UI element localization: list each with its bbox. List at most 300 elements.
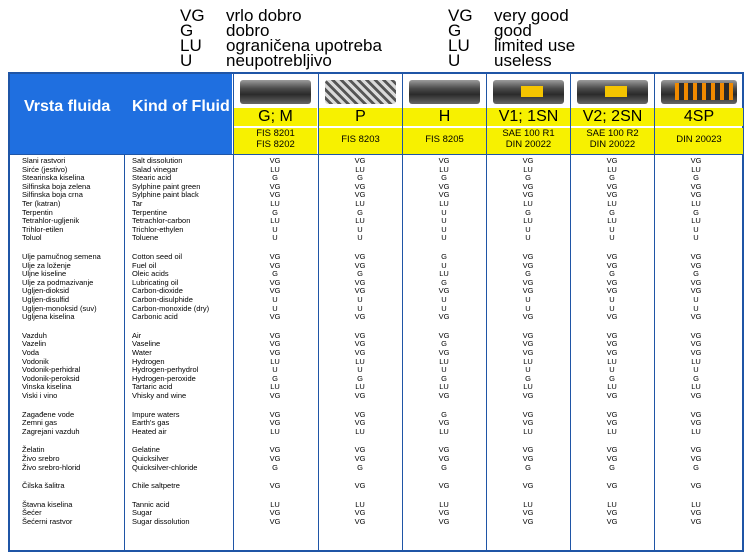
hose-type-name: V1; 1SN bbox=[487, 108, 570, 126]
legend-meaning: neupotrebljivo bbox=[226, 51, 332, 70]
rating-cell: LU bbox=[270, 199, 280, 208]
rating-cell: LU bbox=[439, 356, 449, 366]
rating-cell: U bbox=[693, 365, 699, 375]
fluid-name-english: Carbon-dioxide bbox=[132, 286, 183, 296]
rating-cell: LU bbox=[607, 382, 617, 392]
legend-meaning: limited use bbox=[494, 36, 576, 55]
rating-cell: LU bbox=[523, 356, 533, 366]
rating-cell: VG bbox=[606, 277, 618, 287]
rating-cell: G bbox=[525, 173, 531, 183]
rating-cell: VG bbox=[606, 330, 618, 340]
rating-cell: VG bbox=[690, 454, 702, 463]
legend-english bbox=[448, 8, 575, 68]
rating-cell: VG bbox=[690, 260, 702, 270]
rating-cell: G bbox=[357, 269, 363, 279]
rating-cell: U bbox=[357, 365, 363, 375]
rating-cell: VG bbox=[522, 312, 534, 322]
fluid-name-english: Sylphine paint green bbox=[132, 181, 201, 191]
rating-cell: VG bbox=[690, 330, 702, 340]
fluid-name-local: Ulje za podmazivanje bbox=[22, 277, 94, 287]
rating-cell: U bbox=[272, 303, 278, 313]
rating-cell: LU bbox=[523, 216, 533, 226]
fluid-name-english: Carbon-disulphide bbox=[132, 295, 193, 304]
rating-cell: LU bbox=[607, 499, 617, 509]
rating-cell: VG bbox=[438, 156, 450, 165]
column-divider bbox=[486, 154, 487, 550]
rating-cell: VG bbox=[522, 445, 534, 455]
fluid-name-local: Voda bbox=[22, 348, 40, 357]
rating-cell: VG bbox=[606, 418, 618, 428]
rating-cell: VG bbox=[269, 181, 281, 191]
rating-cell: G bbox=[272, 207, 278, 217]
rating-cell: U bbox=[609, 365, 615, 375]
rating-cell: G bbox=[441, 339, 447, 349]
rating-cell: G bbox=[693, 269, 699, 279]
fluid-name-english: Gelatine bbox=[132, 445, 160, 455]
rating-cell: VG bbox=[269, 481, 281, 491]
rating-cell: G bbox=[357, 373, 363, 383]
fluid-name-english: Hydrogen-peroxide bbox=[132, 373, 196, 383]
rating-cell: VG bbox=[354, 391, 366, 400]
fluid-name-local: Živo srebro bbox=[22, 454, 60, 463]
rating-cell: VG bbox=[269, 348, 281, 357]
rating-cell: VG bbox=[354, 260, 366, 270]
rating-cell: VG bbox=[269, 339, 281, 349]
rating-cell: VG bbox=[354, 348, 366, 357]
rating-cell: VG bbox=[606, 156, 618, 165]
fluid-name-english: Vhisky and wine bbox=[132, 391, 187, 400]
legend-code: U bbox=[448, 51, 461, 70]
rating-cell: G bbox=[693, 207, 699, 217]
rating-cell: VG bbox=[438, 454, 450, 463]
header-fluid-local: Vrsta fluida bbox=[24, 98, 111, 115]
rating-cell: VG bbox=[606, 260, 618, 270]
rating-cell: LU bbox=[691, 199, 701, 208]
fluid-name-english: Carbon-monoxide (dry) bbox=[132, 303, 210, 313]
rating-cell: U bbox=[441, 295, 447, 304]
rating-cell: VG bbox=[606, 445, 618, 455]
rating-cell: VG bbox=[606, 190, 618, 200]
rating-cell: VG bbox=[606, 517, 618, 526]
rating-cell: G bbox=[441, 373, 447, 383]
hose-type-name: H bbox=[403, 108, 486, 126]
hose-standard: FIS 8201 FIS 8202 bbox=[234, 128, 317, 154]
rating-cell: VG bbox=[690, 286, 702, 296]
rating-cell: U bbox=[525, 224, 531, 234]
fluid-name-english: Hydrogen-perhydrol bbox=[132, 365, 199, 375]
rating-cell: VG bbox=[690, 339, 702, 349]
rating-cell: VG bbox=[522, 517, 534, 526]
rating-cell: VG bbox=[522, 286, 534, 296]
hose-standard: FIS 8203 bbox=[319, 128, 402, 154]
rating-cell: LU bbox=[270, 216, 280, 226]
fluid-name-english: Stearic acid bbox=[132, 173, 172, 183]
rating-cell: VG bbox=[606, 409, 618, 419]
rating-cell: LU bbox=[270, 164, 280, 174]
fluid-name-local: Štavna kiselina bbox=[22, 499, 73, 509]
rating-cell: VG bbox=[690, 481, 702, 491]
rating-cell: VG bbox=[690, 252, 702, 261]
hose-type-name: 4SP bbox=[655, 108, 743, 126]
rating-cell: VG bbox=[690, 181, 702, 191]
hose-column-header bbox=[654, 74, 743, 154]
hose-image bbox=[577, 80, 648, 104]
rating-cell: VG bbox=[606, 252, 618, 261]
hose-column-header bbox=[486, 74, 570, 154]
fluid-name-local: Stearinska kiselina bbox=[22, 173, 85, 183]
rating-cell: U bbox=[525, 233, 531, 243]
hose-column-header bbox=[318, 74, 402, 154]
rating-cell: VG bbox=[606, 391, 618, 400]
rating-cell: VG bbox=[522, 391, 534, 400]
rating-cell: VG bbox=[269, 454, 281, 463]
fluid-name-local: Ulje pamučnog semena bbox=[22, 252, 101, 261]
rating-cell: U bbox=[272, 224, 278, 234]
hose-image bbox=[325, 80, 396, 104]
rating-cell: VG bbox=[606, 481, 618, 491]
rating-cell: U bbox=[441, 365, 447, 375]
rating-cell: U bbox=[272, 233, 278, 243]
fluid-name-local: Čilska šalitra bbox=[22, 481, 65, 491]
rating-cell: VG bbox=[690, 312, 702, 322]
rating-cell: LU bbox=[691, 164, 701, 174]
fluid-name-local: Ugljen-disulfid bbox=[22, 295, 70, 304]
legend-entry bbox=[448, 53, 575, 68]
rating-cell: G bbox=[525, 462, 531, 472]
rating-cell: LU bbox=[691, 216, 701, 226]
fluid-name-english: Tetrachlor-carbon bbox=[132, 216, 191, 226]
rating-cell: LU bbox=[355, 199, 365, 208]
rating-cell: U bbox=[441, 260, 447, 270]
rating-cell: VG bbox=[354, 286, 366, 296]
fluid-name-local: Vodonik bbox=[22, 356, 49, 366]
rating-cell: U bbox=[441, 233, 447, 243]
rating-cell: U bbox=[693, 233, 699, 243]
rating-cell: VG bbox=[438, 181, 450, 191]
rating-cell: VG bbox=[522, 418, 534, 428]
rating-cell: VG bbox=[354, 277, 366, 287]
column-divider bbox=[402, 154, 403, 550]
rating-cell: VG bbox=[354, 445, 366, 455]
rating-cell: U bbox=[609, 233, 615, 243]
hose-image bbox=[493, 80, 564, 104]
rating-cell: LU bbox=[270, 426, 280, 436]
fluid-name-english: Trichlor-ethylen bbox=[132, 224, 184, 234]
fluid-name-english: Sugar bbox=[132, 508, 153, 518]
fluid-name-english: Vaseline bbox=[132, 339, 161, 349]
fluid-name-english: Hydrogen bbox=[132, 356, 165, 366]
rating-cell: U bbox=[525, 365, 531, 375]
fluid-name-local: Uljne kiseline bbox=[22, 269, 67, 279]
fluid-name-english: Chile saltpetre bbox=[132, 481, 180, 491]
rating-cell: VG bbox=[269, 252, 281, 261]
rating-cell: U bbox=[693, 224, 699, 234]
rating-cell: LU bbox=[439, 499, 449, 509]
rating-cell: U bbox=[357, 295, 363, 304]
rating-cell: VG bbox=[269, 286, 281, 296]
legend-meaning: dobro bbox=[226, 21, 270, 40]
rating-cell: G bbox=[693, 173, 699, 183]
rating-cell: VG bbox=[438, 445, 450, 455]
rating-cell: LU bbox=[439, 382, 449, 392]
legend-code: G bbox=[448, 21, 462, 40]
rating-cell: G bbox=[441, 252, 447, 261]
fluid-name-english: Quicksilver-chloride bbox=[132, 462, 198, 472]
rating-cell: VG bbox=[522, 339, 534, 349]
rating-cell: VG bbox=[438, 481, 450, 491]
rating-cell: VG bbox=[269, 277, 281, 287]
column-divider bbox=[233, 154, 234, 550]
fluid-name-local: Terpentin bbox=[22, 207, 53, 217]
rating-cell: VG bbox=[354, 252, 366, 261]
rating-cell: G bbox=[441, 277, 447, 287]
rating-cell: LU bbox=[523, 199, 533, 208]
rating-cell: VG bbox=[522, 252, 534, 261]
rating-cell: G bbox=[525, 207, 531, 217]
rating-cell: G bbox=[609, 207, 615, 217]
rating-cell: LU bbox=[607, 199, 617, 208]
rating-cell: VG bbox=[522, 481, 534, 491]
rating-cell: LU bbox=[355, 164, 365, 174]
rating-cell: LU bbox=[691, 499, 701, 509]
fluid-name-english: Heated air bbox=[132, 426, 167, 436]
fluid-name-english: Sylphine paint black bbox=[132, 190, 199, 200]
column-divider bbox=[570, 154, 571, 550]
legend-code: LU bbox=[448, 36, 470, 55]
rating-cell: VG bbox=[354, 156, 366, 165]
hose-standard: FIS 8205 bbox=[403, 128, 486, 154]
rating-cell: U bbox=[357, 303, 363, 313]
legend-local bbox=[180, 8, 382, 68]
fluid-name-local: Slani rastvori bbox=[22, 156, 66, 165]
rating-cell: G bbox=[357, 462, 363, 472]
rating-cell: VG bbox=[690, 508, 702, 518]
rating-cell: U bbox=[441, 207, 447, 217]
rating-cell: VG bbox=[522, 156, 534, 165]
header-fluid-english: Kind of Fluid bbox=[132, 98, 230, 115]
rating-cell: VG bbox=[522, 190, 534, 200]
legend-code: LU bbox=[180, 36, 202, 55]
fluid-name-local: Vinska kiselina bbox=[22, 382, 72, 392]
rating-cell: VG bbox=[354, 409, 366, 419]
hose-type-name: G; M bbox=[234, 108, 317, 126]
rating-cell: VG bbox=[606, 286, 618, 296]
legend-code: VG bbox=[180, 6, 205, 25]
fluid-name-english: Air bbox=[132, 330, 142, 340]
legend-meaning: very good bbox=[494, 6, 569, 25]
legend-meaning: useless bbox=[494, 51, 552, 70]
rating-cell: VG bbox=[522, 277, 534, 287]
rating-cell: VG bbox=[522, 454, 534, 463]
rating-cell: VG bbox=[354, 181, 366, 191]
rating-cell: G bbox=[272, 173, 278, 183]
rating-cell: U bbox=[693, 295, 699, 304]
fluid-name-english: Terpentine bbox=[132, 207, 168, 217]
rating-cell: U bbox=[272, 365, 278, 375]
fluid-name-local: Vodonik-peroksid bbox=[22, 373, 80, 383]
rating-cell: VG bbox=[438, 312, 450, 322]
rating-cell: LU bbox=[691, 356, 701, 366]
rating-cell: VG bbox=[690, 409, 702, 419]
fluid-name-english: Toluene bbox=[132, 233, 159, 243]
fluid-name-english: Oleic acids bbox=[132, 269, 169, 279]
rating-cell: LU bbox=[607, 164, 617, 174]
rating-cell: VG bbox=[269, 156, 281, 165]
rating-cell: LU bbox=[523, 426, 533, 436]
hose-image bbox=[409, 80, 480, 104]
rating-cell: LU bbox=[355, 499, 365, 509]
column-divider bbox=[124, 154, 125, 550]
hose-standard: SAE 100 R1 DIN 20022 bbox=[487, 128, 570, 154]
rating-cell: LU bbox=[270, 382, 280, 392]
rating-cell: VG bbox=[269, 312, 281, 322]
rating-cell: LU bbox=[270, 356, 280, 366]
rating-cell: LU bbox=[439, 426, 449, 436]
fluid-name-local: Ter (katran) bbox=[22, 199, 61, 208]
hose-type-name: V2; 2SN bbox=[571, 108, 654, 126]
fluid-name-local: Šećerni rastvor bbox=[22, 517, 73, 526]
rating-cell: VG bbox=[606, 348, 618, 357]
rating-cell: VG bbox=[690, 348, 702, 357]
rating-cell: U bbox=[525, 303, 531, 313]
rating-cell: G bbox=[525, 373, 531, 383]
fluid-name-local: Vazelin bbox=[22, 339, 47, 349]
rating-cell: U bbox=[441, 303, 447, 313]
rating-cell: LU bbox=[607, 356, 617, 366]
fluid-name-local: Vodonik-perhidral bbox=[22, 365, 81, 375]
rating-cell: LU bbox=[439, 199, 449, 208]
legend-meaning: good bbox=[494, 21, 532, 40]
fluid-name-english: Lubricating oil bbox=[132, 277, 179, 287]
fluid-name-local: Silfinska boja zelena bbox=[22, 181, 91, 191]
rating-cell: G bbox=[272, 462, 278, 472]
rating-cell: VG bbox=[606, 181, 618, 191]
fluid-name-local: Šećer bbox=[22, 508, 42, 518]
rating-cell: G bbox=[525, 269, 531, 279]
rating-cell: G bbox=[357, 173, 363, 183]
rating-cell: U bbox=[441, 216, 447, 226]
legend-meaning: vrlo dobro bbox=[226, 6, 302, 25]
rating-cell: G bbox=[357, 207, 363, 217]
hose-standard: SAE 100 R2 DIN 20022 bbox=[571, 128, 654, 154]
rating-cell: VG bbox=[522, 330, 534, 340]
column-divider bbox=[318, 154, 319, 550]
legend-code: VG bbox=[448, 6, 473, 25]
rating-cell: G bbox=[441, 462, 447, 472]
fluid-name-local: Zemni gas bbox=[22, 418, 58, 428]
rating-cell: VG bbox=[690, 391, 702, 400]
fluid-name-local: Zagađene vode bbox=[22, 409, 75, 419]
rating-cell: G bbox=[609, 373, 615, 383]
rating-cell: VG bbox=[438, 517, 450, 526]
hose-image bbox=[661, 80, 737, 104]
hose-column-header bbox=[233, 74, 317, 154]
rating-cell: VG bbox=[354, 418, 366, 428]
fluid-name-local: Ugljen-dioksid bbox=[22, 286, 70, 296]
legend-entry bbox=[180, 8, 382, 23]
rating-cell: VG bbox=[269, 190, 281, 200]
rating-cell: LU bbox=[355, 216, 365, 226]
rating-cell: VG bbox=[522, 348, 534, 357]
rating-cell: U bbox=[609, 303, 615, 313]
rating-cell: VG bbox=[438, 418, 450, 428]
fluid-name-english: Impure waters bbox=[132, 409, 180, 419]
rating-cell: VG bbox=[354, 330, 366, 340]
fluid-name-local: Želatin bbox=[22, 445, 45, 455]
rating-cell: VG bbox=[269, 517, 281, 526]
rating-cell: G bbox=[693, 373, 699, 383]
rating-cell: G bbox=[272, 269, 278, 279]
rating-cell: VG bbox=[606, 339, 618, 349]
rating-cell: VG bbox=[269, 418, 281, 428]
rating-cell: LU bbox=[523, 164, 533, 174]
rating-cell: VG bbox=[354, 312, 366, 322]
rating-cell: U bbox=[441, 224, 447, 234]
rating-cell: U bbox=[609, 224, 615, 234]
rating-cell: LU bbox=[439, 269, 449, 279]
rating-cell: VG bbox=[354, 454, 366, 463]
rating-cell: LU bbox=[355, 426, 365, 436]
rating-cell: G bbox=[609, 173, 615, 183]
fluid-name-local: Ugljena kiselina bbox=[22, 312, 75, 322]
hose-image bbox=[240, 80, 311, 104]
header-divider bbox=[10, 154, 742, 155]
rating-cell: VG bbox=[354, 481, 366, 491]
rating-cell: VG bbox=[354, 339, 366, 349]
fluid-name-local: Vazduh bbox=[22, 330, 47, 340]
hose-standard: DIN 20023 bbox=[655, 128, 743, 154]
rating-cell: G bbox=[693, 462, 699, 472]
fluid-name-local: Ugljen-monoksid (suv) bbox=[22, 303, 97, 313]
rating-cell: VG bbox=[269, 391, 281, 400]
rating-cell: G bbox=[609, 269, 615, 279]
rating-cell: VG bbox=[269, 409, 281, 419]
rating-cell: LU bbox=[607, 426, 617, 436]
rating-cell: VG bbox=[269, 508, 281, 518]
rating-cell: VG bbox=[690, 277, 702, 287]
fluid-name-local: Sirće (jestivo) bbox=[22, 164, 68, 174]
fluid-name-local: Zagrejani vazduh bbox=[22, 426, 80, 436]
rating-cell: U bbox=[693, 303, 699, 313]
column-divider bbox=[654, 154, 655, 550]
fluid-name-english: Tar bbox=[132, 199, 143, 208]
hose-column-header bbox=[402, 74, 486, 154]
fluid-name-english: Tannic acid bbox=[132, 499, 170, 509]
hose-type-name: P bbox=[319, 108, 402, 126]
legend-entry bbox=[180, 53, 382, 68]
rating-cell: VG bbox=[438, 190, 450, 200]
fluid-name-english: Cotton seed oil bbox=[132, 252, 183, 261]
rating-cell: LU bbox=[691, 382, 701, 392]
rating-cell: VG bbox=[438, 508, 450, 518]
rating-cell: VG bbox=[690, 445, 702, 455]
rating-cell: LU bbox=[607, 216, 617, 226]
rating-cell: VG bbox=[690, 190, 702, 200]
hose-column-header bbox=[570, 74, 654, 154]
fluid-name-english: Salad vinegar bbox=[132, 164, 178, 174]
rating-cell: VG bbox=[438, 391, 450, 400]
fluid-name-local: Tetrahlor-ugljenik bbox=[22, 216, 80, 226]
rating-cell: VG bbox=[522, 508, 534, 518]
rating-cell: VG bbox=[438, 330, 450, 340]
fluid-name-local: Živo srebro-hlorid bbox=[22, 462, 81, 472]
fluid-name-local: Silfinska boja crna bbox=[22, 190, 83, 200]
fluid-name-english: Fuel oil bbox=[132, 260, 157, 270]
fluid-name-local: Trihlor-etilen bbox=[22, 224, 64, 234]
rating-cell: VG bbox=[522, 409, 534, 419]
rating-cell: VG bbox=[690, 517, 702, 526]
fluid-name-english: Tartaric acid bbox=[132, 382, 173, 392]
